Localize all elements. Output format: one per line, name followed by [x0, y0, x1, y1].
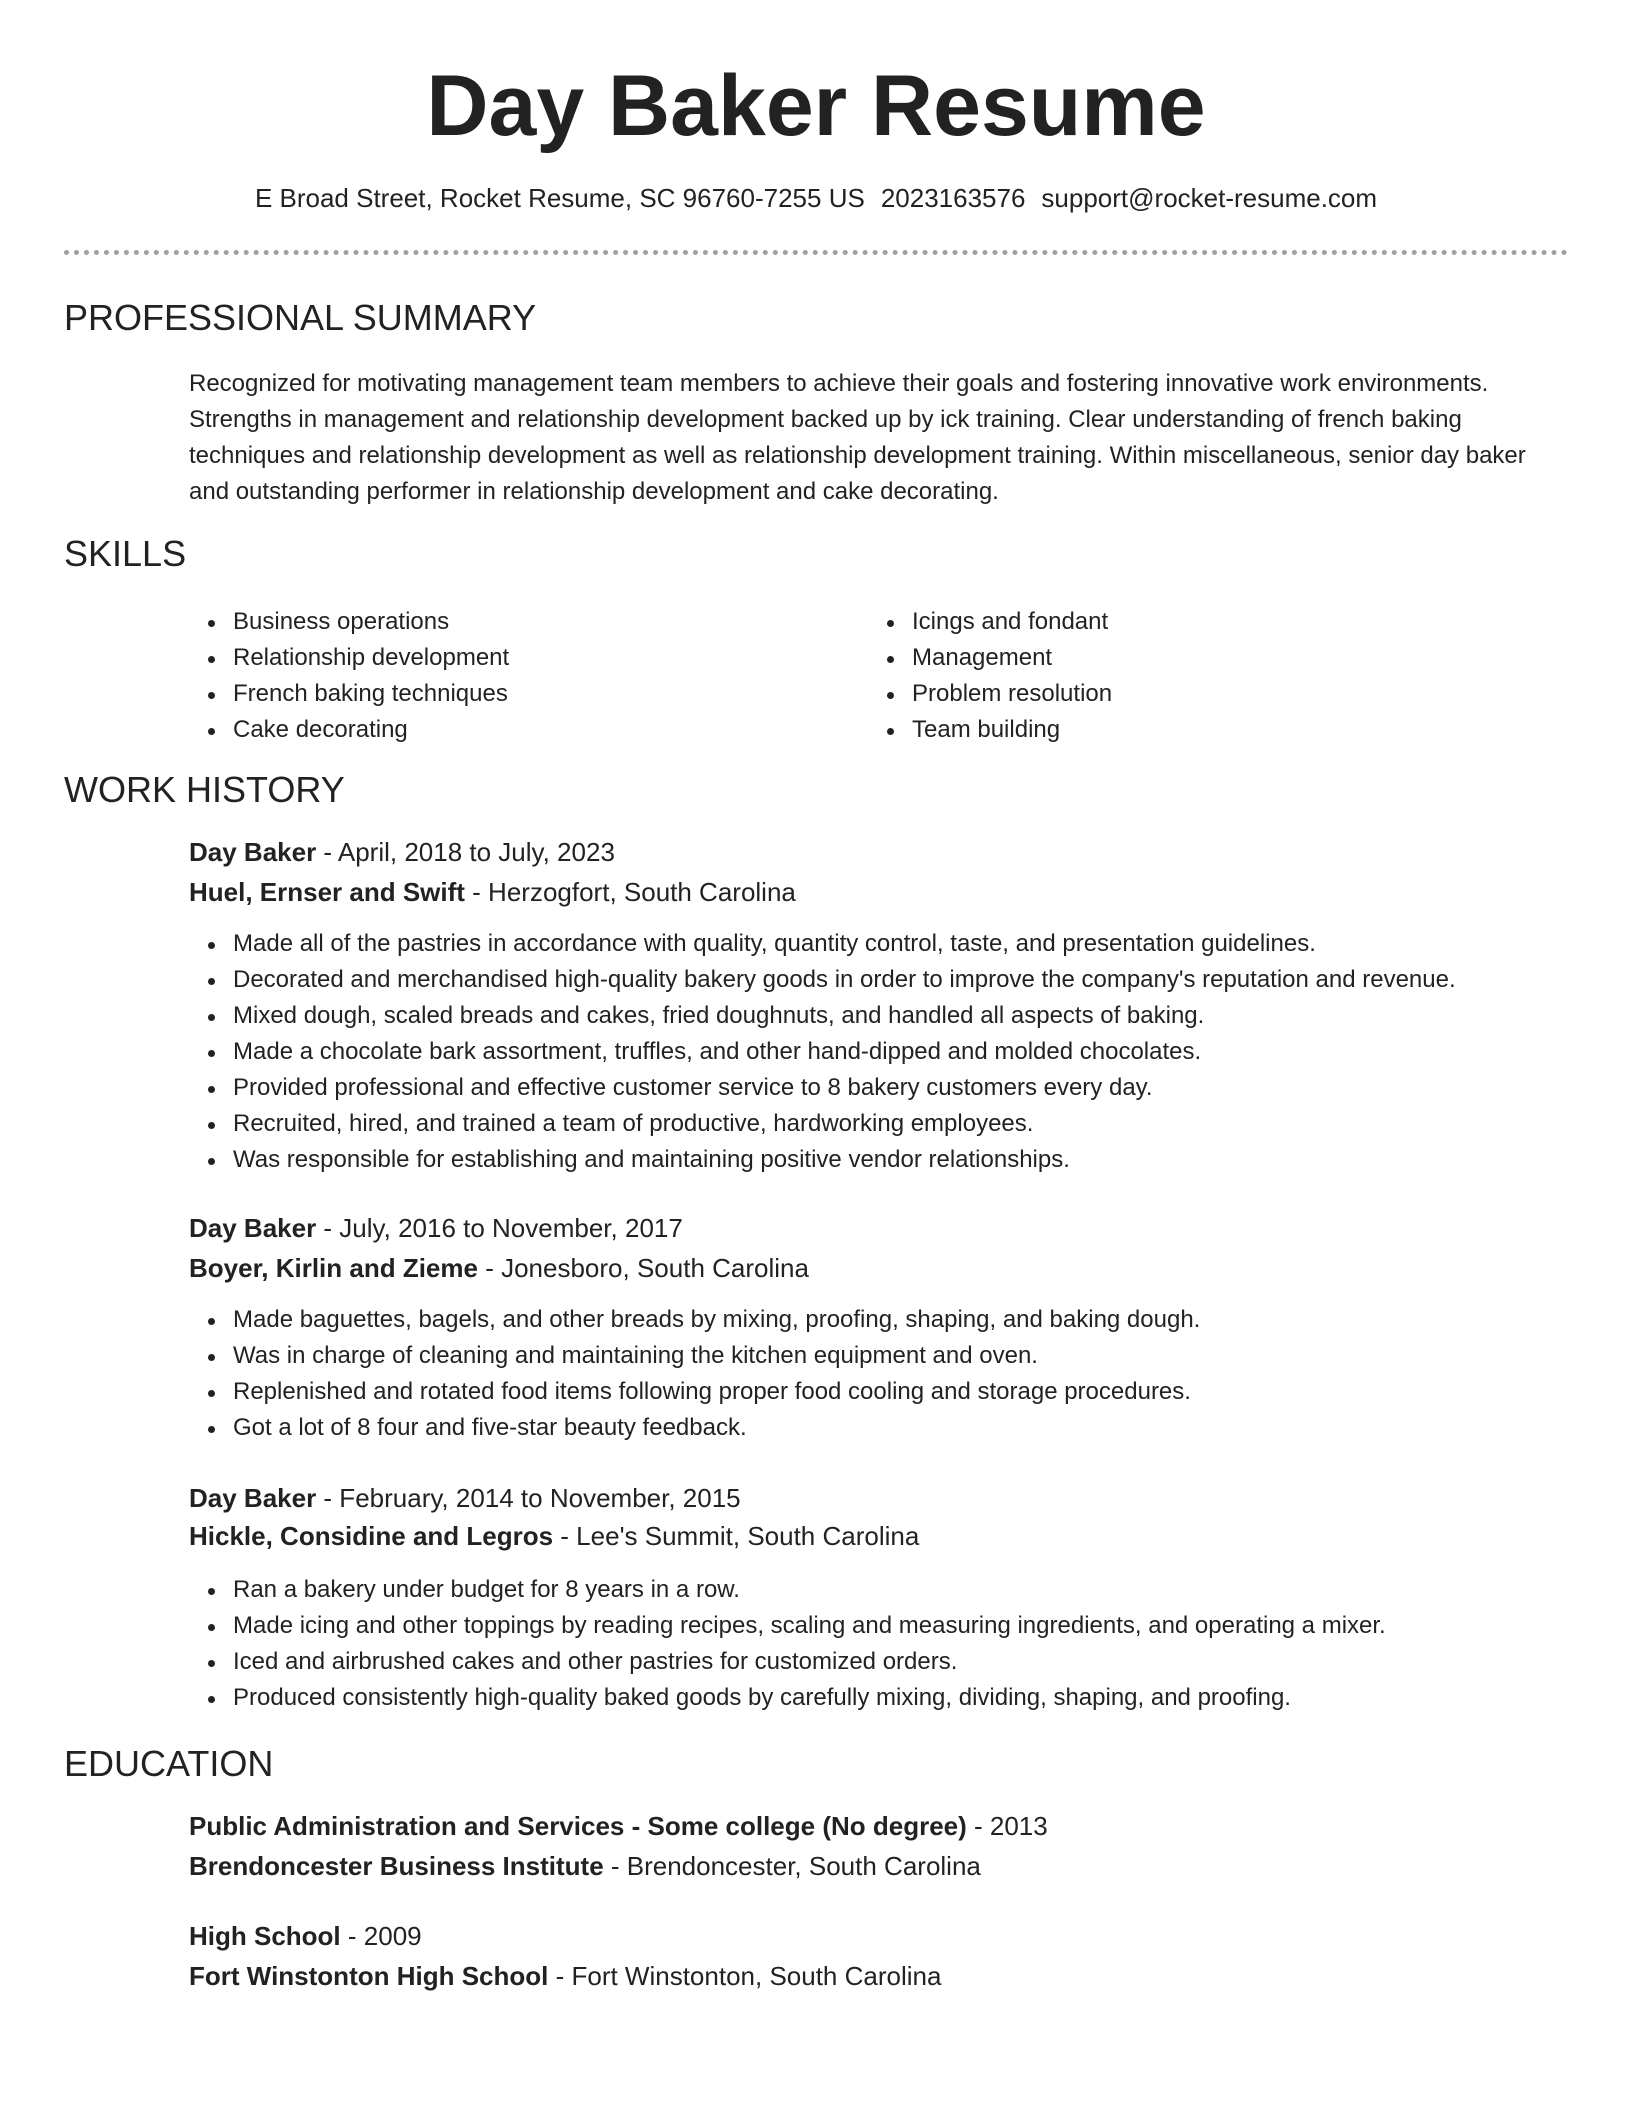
job-role: Day Baker: [189, 837, 317, 867]
job-title-line: [189, 1480, 1569, 1516]
education-degree-line: [189, 1808, 1569, 1844]
contact-phone: 2023163576: [880, 183, 1026, 213]
job-bullet: Was responsible for establishing and maintaining positive vendor relationships.: [189, 1142, 1569, 1178]
job-dates: - July, 2016 to November, 2017: [316, 1213, 683, 1243]
job-bullet: Made all of the pastries in accordance with quality, quantity control, taste, and presentation guidelines.: [189, 926, 1569, 962]
education-school: Fort Winstonton High School: [189, 1961, 549, 1991]
job-bullet-list: [189, 1302, 1569, 1446]
job-bullet: Got a lot of 8 four and five-star beauty feedback.: [189, 1410, 1569, 1446]
job-bullet: Ran a bakery under budget for 8 years in a row.: [189, 1572, 1569, 1608]
job-bullet: Replenished and rotated food items following proper food cooling and storage procedures.: [189, 1374, 1569, 1410]
education-school: Brendoncester Business Institute: [189, 1851, 604, 1881]
job-bullet: Made baguettes, bagels, and other breads by mixing, proofing, shaping, and baking dough.: [189, 1302, 1569, 1338]
job-location: - Lee's Summit, South Carolina: [553, 1521, 920, 1551]
header-divider: [64, 250, 1568, 255]
job-bullet: Iced and airbrushed cakes and other pastries for customized orders.: [189, 1644, 1569, 1680]
job-company-line: [189, 1250, 1569, 1286]
job-bullet: Produced consistently high-quality baked goods by carefully mixing, dividing, shaping, and proofing.: [189, 1680, 1569, 1716]
skill-item: Business operations: [189, 604, 829, 640]
job-company: Huel, Ernser and Swift: [189, 877, 465, 907]
job-title-line: [189, 1210, 1569, 1246]
education-location: - Brendoncester, South Carolina: [603, 1851, 981, 1881]
job-title-line: [189, 834, 1569, 870]
contact-email: support@rocket-resume.com: [1041, 183, 1378, 213]
job-location: - Herzogfort, South Carolina: [464, 877, 796, 907]
skill-item: Problem resolution: [868, 676, 1508, 712]
skill-item: Management: [868, 640, 1508, 676]
skill-item: Icings and fondant: [868, 604, 1508, 640]
education-degree: High School: [189, 1921, 341, 1951]
education-school-line: [189, 1958, 1569, 1994]
work-history-heading: WORK HISTORY: [64, 769, 345, 810]
summary-text: Recognized for motivating management team members to achieve their goals and fostering innovative work environments. Strengths in management and relationship development backed up by ick training. Clear understanding of french baking techniques and relationship development as well as relationship development training. Within miscellaneous, senior day baker and outstanding performer in relationship development and cake decorating.: [189, 370, 1526, 505]
education-degree: Public Administration and Services - Some college (No degree): [189, 1811, 967, 1841]
education-year: - 2009: [340, 1921, 422, 1951]
skill-item: French baking techniques: [189, 676, 829, 712]
job-company: Boyer, Kirlin and Zieme: [189, 1253, 478, 1283]
job-role: Day Baker: [189, 1483, 317, 1513]
job-dates: - February, 2014 to November, 2015: [316, 1483, 741, 1513]
skills-heading: SKILLS: [64, 533, 187, 574]
job-bullet-list: [189, 926, 1569, 1178]
job-company-line: [189, 1518, 1569, 1554]
job-role: Day Baker: [189, 1213, 317, 1243]
education-heading: EDUCATION: [64, 1743, 274, 1784]
job-bullet: Was in charge of cleaning and maintaining the kitchen equipment and oven.: [189, 1338, 1569, 1374]
education-year: - 2013: [966, 1811, 1048, 1841]
contact-line: [0, 180, 1632, 216]
job-bullet-list: [189, 1572, 1569, 1716]
job-bullet: Made icing and other toppings by reading recipes, scaling and measuring ingredients, and operating a mixer.: [189, 1608, 1569, 1644]
education-school-line: [189, 1848, 1569, 1884]
skill-item: Cake decorating: [189, 712, 829, 748]
skill-item: Relationship development: [189, 640, 829, 676]
summary-heading: PROFESSIONAL SUMMARY: [64, 297, 537, 338]
job-location: - Jonesboro, South Carolina: [477, 1253, 809, 1283]
education-location: - Fort Winstonton, South Carolina: [548, 1961, 942, 1991]
job-bullet: Recruited, hired, and trained a team of productive, hardworking employees.: [189, 1106, 1569, 1142]
skills-list-left: [189, 604, 829, 748]
skill-item: Team building: [868, 712, 1508, 748]
job-company: Hickle, Considine and Legros: [189, 1521, 554, 1551]
job-bullet: Provided professional and effective customer service to 8 bakery customers every day.: [189, 1070, 1569, 1106]
education-degree-line: [189, 1918, 1569, 1954]
job-bullet: Decorated and merchandised high-quality bakery goods in order to improve the company's reputation and revenue.: [189, 962, 1569, 998]
contact-address: E Broad Street, Rocket Resume, SC 96760-7255 US: [254, 183, 865, 213]
skills-list-right: [868, 604, 1508, 748]
job-bullet: Made a chocolate bark assortment, truffles, and other hand-dipped and molded chocolates.: [189, 1034, 1569, 1070]
job-bullet: Mixed dough, scaled breads and cakes, fried doughnuts, and handled all aspects of baking.: [189, 998, 1569, 1034]
job-dates: - April, 2018 to July, 2023: [316, 837, 615, 867]
resume-title: Day Baker Resume: [426, 58, 1206, 154]
job-company-line: [189, 874, 1569, 910]
